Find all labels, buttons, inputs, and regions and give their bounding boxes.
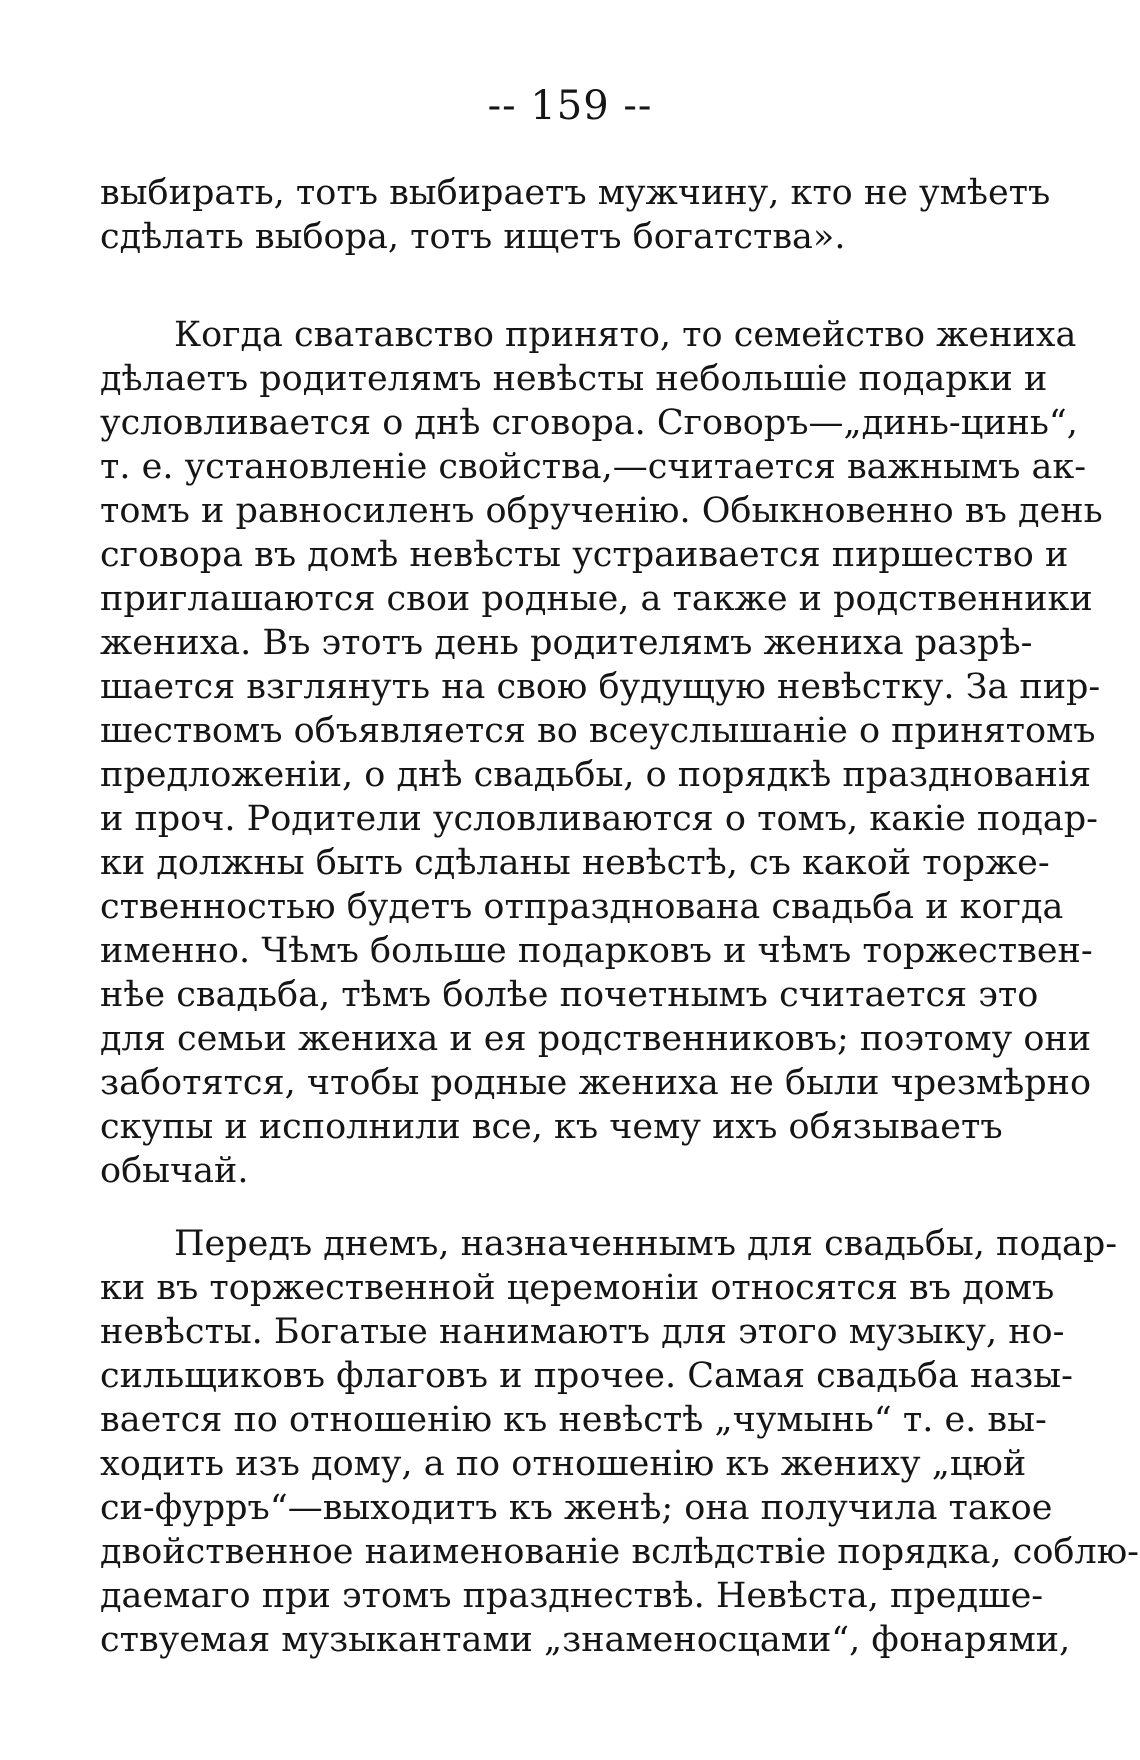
text-line: т. е. установленіе свойства,—считается важнымъ ак-	[100, 447, 1087, 487]
text-line: си-фурръ“—выходитъ къ женѣ; она получила такое	[100, 1488, 1053, 1528]
text-line: дѣлаетъ родителямъ невѣсты небольшіе подарки и	[100, 359, 1048, 399]
paragraph-wedding-day	[100, 1222, 1139, 1662]
text-line: сдѣлать выбора, тотъ ищетъ богатства».	[100, 217, 846, 257]
text-line: именно. Чѣмъ больше подарковъ и чѣмъ торжествен-	[100, 931, 1093, 971]
text-line: шается взглянуть на свою будущую невѣстку. За пир-	[100, 667, 1101, 707]
text-line: ки должны быть сдѣланы невѣстѣ, съ какой торже-	[100, 843, 1050, 883]
text-line: выбирать, тотъ выбираетъ мужчину, кто не умѣетъ	[100, 173, 1051, 213]
text-line: условливается о днѣ сговора. Сговоръ—„динь-цинь“,	[100, 403, 1078, 443]
text-line: приглашаются свои родные, а также и родственники	[100, 579, 1093, 619]
text-line: обычай.	[100, 1151, 249, 1191]
text-line: заботятся, чтобы родные жениха не были чрезмѣрно	[100, 1063, 1092, 1103]
page-number: -- 159 --	[487, 83, 653, 129]
text-line: ствуемая музыкантами „знаменосцами“, фонарями,	[100, 1620, 1071, 1660]
text-line: сильщиковъ флаговъ и прочее. Самая свадьба назы-	[100, 1356, 1073, 1396]
text-line: двойственное наименованіе вслѣдствіе порядка, соблю-	[100, 1532, 1139, 1572]
text-line: невѣсты. Богатые нанимаютъ для этого музыку, но-	[100, 1312, 1065, 1352]
text-line: скупы и исполнили все, къ чему ихъ обязываетъ	[100, 1107, 1003, 1147]
text-line: ходить изъ дому, а по отношенію къ жениху „цюй	[100, 1444, 1027, 1484]
text-line: ки въ торжественной церемоніи относятся въ домъ	[100, 1268, 1055, 1308]
paragraph-continuation	[100, 171, 1051, 259]
text-line: ственностью будетъ отпразднована свадьба и когда	[100, 887, 1064, 927]
text-line: Передъ днемъ, назначеннымъ для свадьбы, подар-	[174, 1224, 1118, 1264]
paragraph-matchmaking	[100, 313, 1103, 1193]
text-line: Когда сватавство принято, то семейство жениха	[174, 315, 1077, 355]
text-line: сговора въ домѣ невѣсты устраивается пиршество и	[100, 535, 1069, 575]
text-line: нѣе свадьба, тѣмъ болѣе почетнымъ считается это	[100, 975, 1039, 1015]
text-line: предложеніи, о днѣ свадьбы, о порядкѣ празднованія	[100, 755, 1092, 795]
text-line: жениха. Въ этотъ день родителямъ жениха разрѣ-	[100, 623, 1033, 663]
text-line: даемаго при этомъ празднествѣ. Невѣста, предше-	[100, 1576, 1044, 1616]
text-line: шествомъ объявляется во всеуслышаніе о принятомъ	[100, 711, 1096, 751]
text-line: томъ и равносиленъ обрученію. Обыкновенно въ день	[100, 491, 1103, 531]
text-line: и проч. Родители условливаются о томъ, какіе подар-	[100, 799, 1098, 839]
text-line: вается по отношенію къ невѣстѣ „чумынь“ т. е. вы-	[100, 1400, 1047, 1440]
text-line: для семьи жениха и ея родственниковъ; поэтому они	[100, 1019, 1092, 1059]
